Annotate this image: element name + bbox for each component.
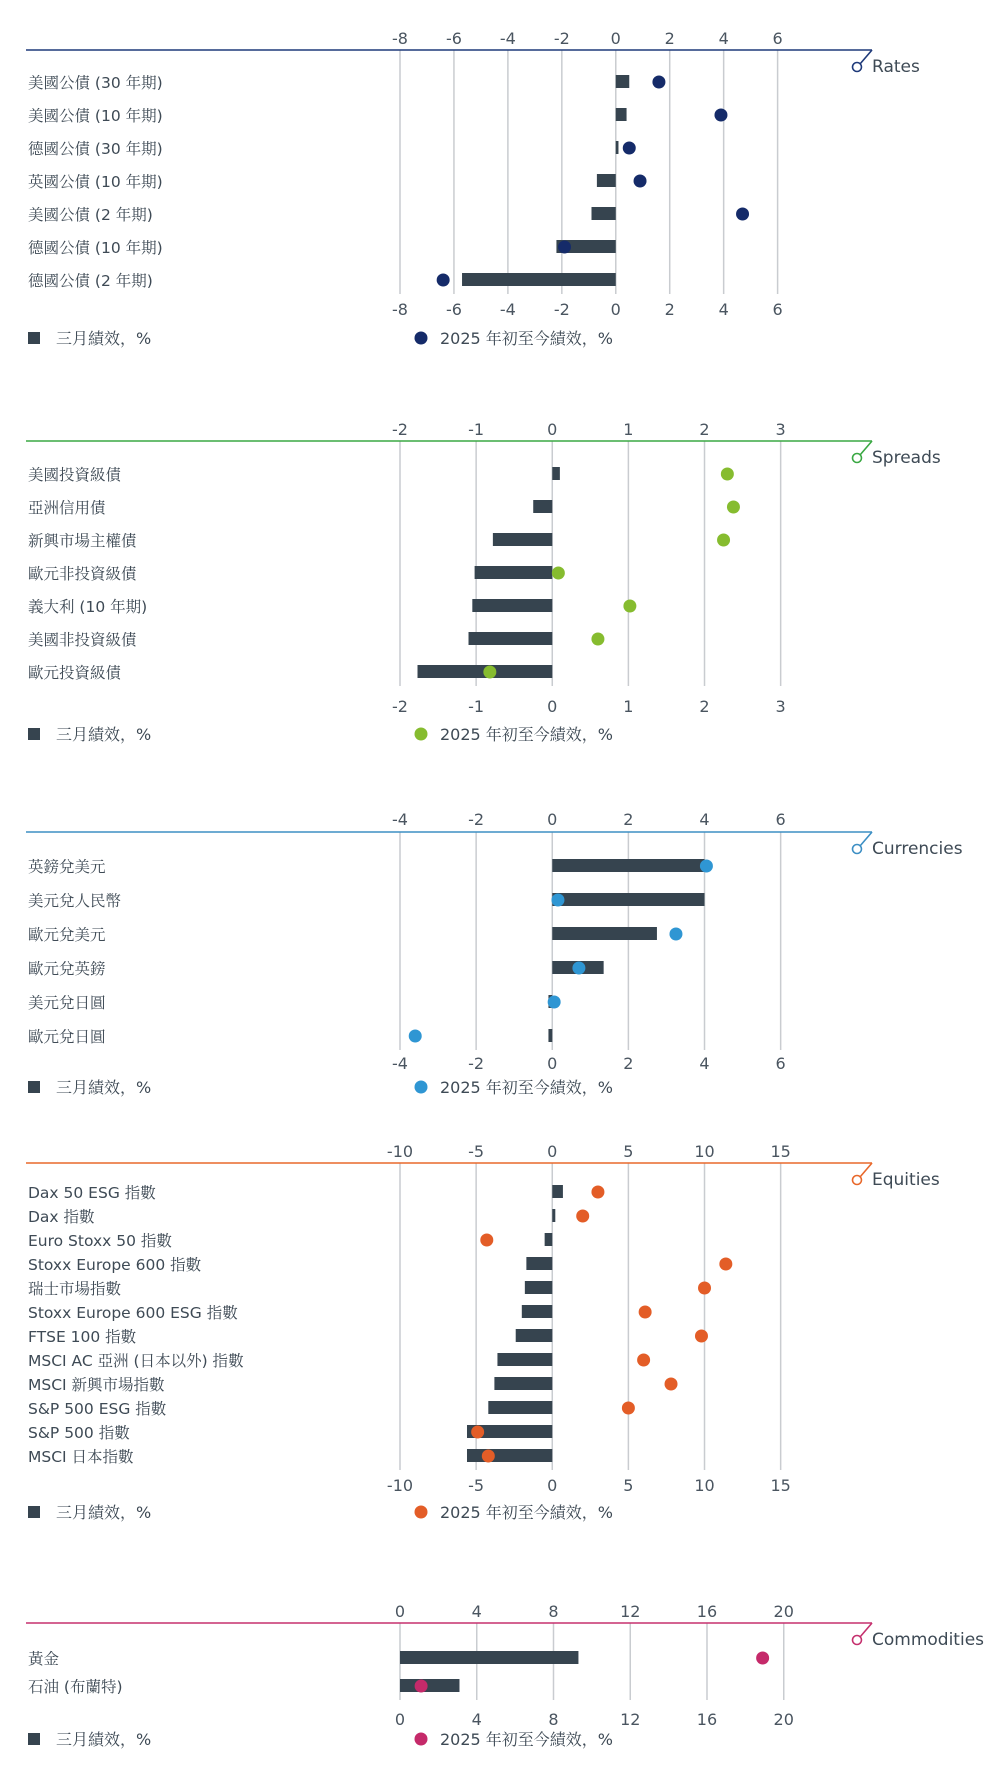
tick-label-top: -4 xyxy=(392,810,408,829)
tick-label-top: 6 xyxy=(772,29,783,48)
dot xyxy=(576,1210,589,1223)
tick-label-top: -10 xyxy=(386,1142,414,1161)
tick-label-bottom: 4 xyxy=(699,1054,710,1073)
accent-line-tail xyxy=(860,1163,872,1177)
bar xyxy=(533,500,552,513)
category-label: MSCI 新興市場指數 xyxy=(28,1376,165,1394)
category-label: 德國公債 (10 年期) xyxy=(28,239,163,257)
tick-label-top: 4 xyxy=(699,810,710,829)
accent-line-tail xyxy=(860,441,872,455)
tick-label-top: 4 xyxy=(471,1602,482,1621)
category-label: 亞洲信用債 xyxy=(28,499,106,517)
legend-bar-label: 三月績效，% xyxy=(56,329,152,348)
category-label: S&P 500 ESG 指數 xyxy=(28,1400,167,1418)
dot xyxy=(695,1330,708,1343)
legend-dot-swatch xyxy=(415,1506,428,1519)
bar xyxy=(616,108,627,121)
dot xyxy=(480,1234,493,1247)
bar xyxy=(516,1329,553,1342)
tick-label-bottom: 0 xyxy=(547,697,558,716)
dot xyxy=(717,534,730,547)
tick-label-top: 5 xyxy=(623,1142,634,1161)
category-label: 石油 (布蘭特) xyxy=(28,1678,123,1696)
category-label: Stoxx Europe 600 指數 xyxy=(28,1256,202,1274)
chart-panel-equities xyxy=(26,1142,940,1522)
tick-label-top: 2 xyxy=(664,29,675,48)
bar xyxy=(548,1029,552,1042)
dot xyxy=(437,274,450,287)
bar xyxy=(522,1305,552,1318)
bar xyxy=(400,1679,459,1692)
bar xyxy=(525,1281,552,1294)
bar xyxy=(526,1257,552,1270)
category-label: MSCI AC 亞洲 (日本以外) 指數 xyxy=(28,1352,244,1370)
category-label: 瑞士市場指數 xyxy=(28,1280,122,1298)
tick-label-bottom: -2 xyxy=(553,300,570,319)
dot xyxy=(409,1030,422,1043)
legend-dot-label: 2025 年初至今績效，% xyxy=(440,1503,614,1522)
dot xyxy=(558,241,571,254)
dot xyxy=(572,962,585,975)
tick-label-bottom: 0 xyxy=(547,1476,558,1495)
category-label: Dax 50 ESG 指數 xyxy=(28,1184,156,1202)
title-marker-icon xyxy=(853,1636,862,1645)
tick-label-bottom: 12 xyxy=(620,1710,641,1729)
tick-label-bottom: 15 xyxy=(770,1476,791,1495)
dot xyxy=(665,1378,678,1391)
tick-label-top: 20 xyxy=(773,1602,794,1621)
tick-label-top: 16 xyxy=(696,1602,718,1621)
bar xyxy=(488,1401,552,1414)
bar xyxy=(552,467,560,480)
category-label: 美元兌日圓 xyxy=(28,994,106,1012)
legend-bar-swatch xyxy=(28,1506,40,1518)
panel-title: Equities xyxy=(872,1170,940,1190)
dot xyxy=(591,1186,604,1199)
title-marker-icon xyxy=(853,454,862,463)
tick-label-top: 12 xyxy=(620,1602,641,1621)
category-label: 美國公債 (10 年期) xyxy=(28,107,163,125)
bar xyxy=(552,1185,563,1198)
legend-dot-swatch xyxy=(415,332,428,345)
category-label: 德國公債 (2 年期) xyxy=(28,272,153,290)
dot xyxy=(483,666,496,679)
chart-panel-currencies xyxy=(26,810,963,1097)
accent-line-tail xyxy=(860,50,872,64)
tick-label-bottom: -10 xyxy=(386,1476,414,1495)
tick-label-bottom: -1 xyxy=(468,697,485,716)
legend-dot-swatch xyxy=(415,1733,428,1746)
dot xyxy=(551,894,564,907)
tick-label-top: 0 xyxy=(547,1142,558,1161)
category-label: 美國公債 (30 年期) xyxy=(28,74,163,92)
tick-label-bottom: 2 xyxy=(699,697,710,716)
tick-label-bottom: 2 xyxy=(623,1054,634,1073)
dot xyxy=(415,1680,428,1693)
bar xyxy=(616,141,619,154)
tick-label-top: 3 xyxy=(775,420,786,439)
bar xyxy=(469,632,553,645)
dot xyxy=(622,1402,635,1415)
dot xyxy=(721,468,734,481)
tick-label-bottom: 5 xyxy=(623,1476,634,1495)
bar xyxy=(552,927,657,940)
legend-bar-swatch xyxy=(28,1733,40,1745)
bar xyxy=(467,1449,552,1462)
dot xyxy=(623,142,636,155)
tick-label-top: 2 xyxy=(699,420,710,439)
bar xyxy=(475,566,553,579)
category-label: 美國公債 (2 年期) xyxy=(28,206,153,224)
title-marker-icon xyxy=(853,845,862,854)
legend-dot-label: 2025 年初至今績效，% xyxy=(440,1078,614,1097)
tick-label-bottom: 6 xyxy=(772,300,783,319)
chart-panel-rates xyxy=(26,29,920,348)
bar xyxy=(552,859,704,872)
dot xyxy=(714,109,727,122)
tick-label-top: 0 xyxy=(610,29,621,48)
tick-label-bottom: 2 xyxy=(664,300,675,319)
accent-line-tail xyxy=(860,832,872,846)
tick-label-top: 2 xyxy=(623,810,634,829)
category-label: 美國非投資級債 xyxy=(28,631,137,649)
tick-label-bottom: -8 xyxy=(392,300,408,319)
dot xyxy=(736,208,749,221)
dot xyxy=(471,1426,484,1439)
category-label: Euro Stoxx 50 指數 xyxy=(28,1232,172,1250)
category-label: 英鎊兌美元 xyxy=(28,858,106,876)
legend-bar-swatch xyxy=(28,1081,40,1093)
dot xyxy=(727,501,740,514)
tick-label-top: 0 xyxy=(547,810,558,829)
bar xyxy=(597,174,616,187)
tick-label-bottom: 4 xyxy=(471,1710,482,1729)
legend-bar-label: 三月績效，% xyxy=(56,1078,152,1097)
tick-label-top: -6 xyxy=(445,29,462,48)
category-label: 美元兌人民幣 xyxy=(28,892,122,910)
chart-panel-spreads xyxy=(26,420,941,744)
tick-label-top: -2 xyxy=(392,420,408,439)
legend-dot-swatch xyxy=(415,1081,428,1094)
legend-bar-label: 三月績效，% xyxy=(56,1503,152,1522)
tick-label-bottom: -2 xyxy=(392,697,408,716)
bar xyxy=(494,1377,552,1390)
bar xyxy=(552,893,704,906)
tick-label-bottom: -2 xyxy=(468,1054,485,1073)
tick-label-top: 1 xyxy=(623,420,634,439)
tick-label-bottom: 0 xyxy=(547,1054,558,1073)
dot xyxy=(548,996,561,1009)
category-label: 美國投資級債 xyxy=(28,466,122,484)
legend-dot-swatch xyxy=(415,728,428,741)
category-label: 新興市場主權債 xyxy=(28,532,137,550)
category-label: 義大利 (10 年期) xyxy=(28,598,148,616)
dot xyxy=(591,633,604,646)
category-label: Dax 指數 xyxy=(28,1208,95,1226)
tick-label-bottom: 16 xyxy=(696,1710,718,1729)
tick-label-top: 15 xyxy=(770,1142,791,1161)
tick-label-bottom: -5 xyxy=(468,1476,485,1495)
tick-label-top: 0 xyxy=(394,1602,406,1621)
accent-line-tail xyxy=(860,1623,872,1637)
dot xyxy=(639,1306,652,1319)
tick-label-top: 8 xyxy=(548,1602,559,1621)
panel-title: Spreads xyxy=(872,448,941,468)
tick-label-top: -2 xyxy=(553,29,570,48)
bar xyxy=(462,273,616,286)
legend-bar-swatch xyxy=(28,332,40,344)
bar xyxy=(552,1209,555,1222)
category-label: FTSE 100 指數 xyxy=(28,1328,137,1346)
tick-label-top: 4 xyxy=(718,29,729,48)
bar xyxy=(472,599,552,612)
tick-label-bottom: 20 xyxy=(773,1710,794,1729)
bar xyxy=(493,533,552,546)
category-label: 德國公債 (30 年期) xyxy=(28,140,163,158)
title-marker-icon xyxy=(853,1176,862,1185)
tick-label-top: 10 xyxy=(694,1142,715,1161)
tick-label-bottom: 0 xyxy=(610,300,621,319)
tick-label-top: -8 xyxy=(392,29,408,48)
tick-label-bottom: -4 xyxy=(499,300,516,319)
tick-label-bottom: 0 xyxy=(394,1710,406,1729)
tick-label-top: -4 xyxy=(499,29,516,48)
dot xyxy=(700,860,713,873)
tick-label-top: -1 xyxy=(468,420,485,439)
dot xyxy=(634,175,647,188)
dot xyxy=(669,928,682,941)
bar xyxy=(497,1353,552,1366)
dot xyxy=(623,600,636,613)
legend-bar-label: 三月績效，% xyxy=(56,725,152,744)
dot xyxy=(552,567,565,580)
category-label: 英國公債 (10 年期) xyxy=(28,173,163,191)
dot xyxy=(637,1354,650,1367)
legend-dot-label: 2025 年初至今績效，% xyxy=(440,725,614,744)
tick-label-bottom: 4 xyxy=(718,300,729,319)
tick-label-bottom: -6 xyxy=(445,300,462,319)
tick-label-bottom: 6 xyxy=(775,1054,786,1073)
title-marker-icon xyxy=(853,63,862,72)
category-label: Stoxx Europe 600 ESG 指數 xyxy=(28,1304,238,1322)
dot xyxy=(719,1258,732,1271)
dot xyxy=(482,1450,495,1463)
tick-label-bottom: -4 xyxy=(392,1054,408,1073)
panel-title: Rates xyxy=(872,57,920,77)
tick-label-top: 6 xyxy=(775,810,786,829)
category-label: 歐元投資級債 xyxy=(28,664,122,682)
tick-label-bottom: 1 xyxy=(623,697,634,716)
tick-label-top: -2 xyxy=(468,810,485,829)
tick-label-top: -5 xyxy=(468,1142,485,1161)
bar xyxy=(400,1651,578,1664)
category-label: MSCI 日本指數 xyxy=(28,1448,134,1466)
dot xyxy=(698,1282,711,1295)
category-label: 歐元兌美元 xyxy=(28,926,106,944)
tick-label-bottom: 8 xyxy=(548,1710,559,1729)
legend-dot-label: 2025 年初至今績效，% xyxy=(440,1730,614,1749)
bar xyxy=(545,1233,553,1246)
panel-title: Currencies xyxy=(872,839,963,859)
legend-bar-swatch xyxy=(28,728,40,740)
tick-label-bottom: 3 xyxy=(775,697,786,716)
legend-bar-label: 三月績效，% xyxy=(56,1730,152,1749)
category-label: 黃金 xyxy=(28,1650,60,1668)
chart-panel-commodities xyxy=(26,1602,984,1749)
panel-title: Commodities xyxy=(872,1630,985,1650)
dot xyxy=(652,76,665,89)
bar xyxy=(616,75,629,88)
category-label: S&P 500 指數 xyxy=(28,1424,130,1442)
category-label: 歐元非投資級債 xyxy=(28,565,137,583)
tick-label-top: 0 xyxy=(547,420,558,439)
bar xyxy=(591,207,615,220)
dot xyxy=(756,1652,769,1665)
tick-label-bottom: 10 xyxy=(694,1476,715,1495)
legend-dot-label: 2025 年初至今績效，% xyxy=(440,329,614,348)
category-label: 歐元兌英鎊 xyxy=(28,960,106,978)
category-label: 歐元兌日圓 xyxy=(28,1028,106,1046)
